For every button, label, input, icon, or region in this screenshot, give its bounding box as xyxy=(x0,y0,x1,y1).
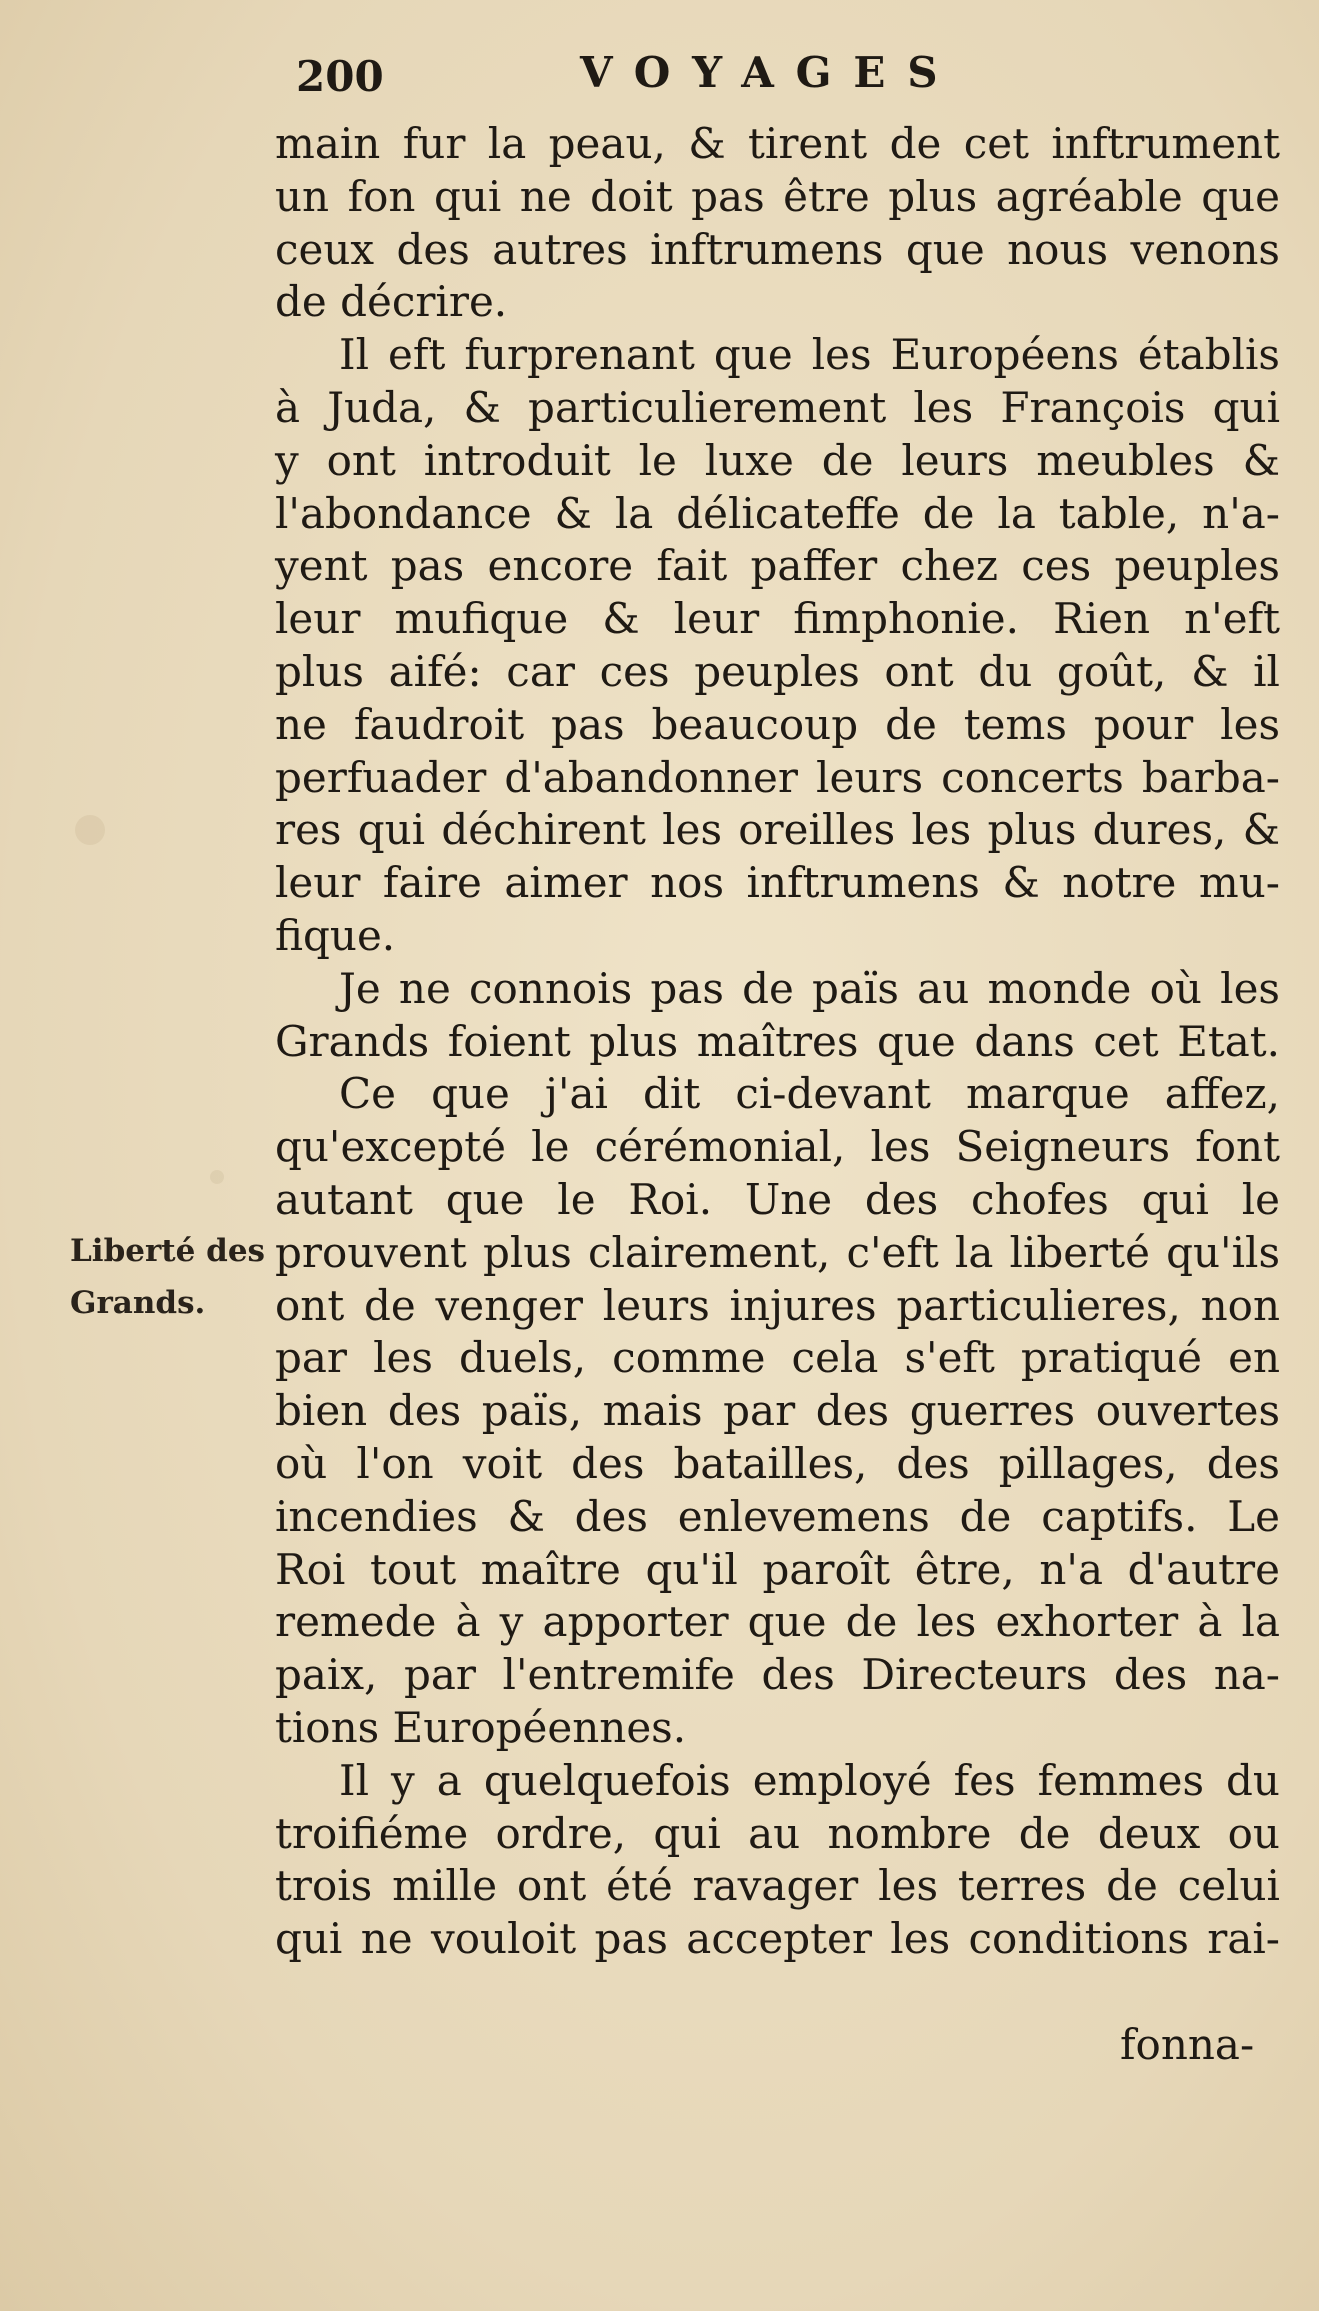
text-line: ceux des autres inftrumens que nous venons xyxy=(275,224,1280,274)
text-line: res qui déchirent les oreilles les plus dures, & xyxy=(275,805,1280,855)
text-line: troifiéme ordre, qui au nombre de deux ou xyxy=(275,1808,1280,1858)
text-line: Je ne connois pas de païs au monde où les xyxy=(339,963,1280,1013)
page-number: 200 xyxy=(296,52,384,101)
text-line: qu'excepté le cérémonial, les Seigneurs font xyxy=(275,1122,1280,1172)
page-header xyxy=(296,42,1026,102)
text-line: incendies & des enlevemens de captifs. Le xyxy=(275,1491,1280,1541)
text-line: où l'on voit des batailles, des pillages, des xyxy=(275,1438,1280,1488)
body-text xyxy=(275,118,1280,1966)
text-line: fique. xyxy=(275,910,396,960)
text-line: ne faudroit pas beaucoup de tems pour les xyxy=(275,699,1280,749)
text-line: prouvent plus clairement, c'eft la liberté qu'ils xyxy=(275,1227,1280,1277)
text-line: trois mille ont été ravager les terres de celui xyxy=(275,1861,1280,1911)
text-line: Il y a quelquefois employé fes femmes du xyxy=(339,1755,1280,1805)
paper-stain xyxy=(210,1170,224,1184)
text-line: Roi tout maître qu'il paroît être, n'a d'autre xyxy=(275,1544,1280,1594)
margin-note xyxy=(70,1225,270,1329)
text-line: à Juda, & particulierement les François qui xyxy=(275,382,1280,432)
margin-note-line: Liberté des xyxy=(70,1233,265,1269)
text-line: y ont introduit le luxe de leurs meubles & xyxy=(275,435,1280,485)
catchword: fonna- xyxy=(1120,2020,1255,2069)
text-line: leur faire aimer nos inftrumens & notre mu- xyxy=(275,858,1280,908)
text-line: par les duels, comme cela s'eft pratiqué en xyxy=(275,1333,1280,1383)
text-line: qui ne vouloit pas accepter les conditions rai- xyxy=(275,1914,1280,1964)
text-line: main fur la peau, & tirent de cet inftrument xyxy=(275,119,1280,168)
text-line: Il eft furprenant que les Européens établis xyxy=(339,330,1280,380)
text-line: autant que le Roi. Une des chofes qui le xyxy=(275,1174,1280,1224)
running-title: VOYAGES xyxy=(580,48,960,97)
paper-stain xyxy=(75,815,105,845)
text-line: plus aifé: car ces peuples ont du goût, & il xyxy=(275,646,1280,696)
margin-note-line: Grands. xyxy=(70,1285,206,1321)
text-line: perfuader d'abandonner leurs concerts barba- xyxy=(275,752,1280,802)
text-line: un fon qui ne doit pas être plus agréable que xyxy=(275,171,1280,221)
text-line: yent pas encore fait paffer chez ces peuples xyxy=(275,541,1280,591)
text-line: bien des païs, mais par des guerres ouvertes xyxy=(275,1386,1280,1436)
text-line: remede à y apporter que de les exhorter à la xyxy=(275,1597,1280,1647)
text-line: de décrire. xyxy=(275,277,508,327)
text-line: l'abondance & la délicateffe de la table, n'a- xyxy=(275,488,1280,538)
text-line: ont de venger leurs injures particulieres, non xyxy=(275,1280,1280,1330)
text-line: Grands foient plus maîtres que dans cet Etat. xyxy=(275,1016,1280,1066)
text-line: Ce que j'ai dit ci-devant marque affez, xyxy=(339,1069,1280,1119)
text-line: tions Européennes. xyxy=(275,1702,687,1752)
text-line: leur mufique & leur fimphonie. Rien n'eft xyxy=(275,594,1280,644)
text-line: paix, par l'entremife des Directeurs des na- xyxy=(275,1650,1280,1700)
